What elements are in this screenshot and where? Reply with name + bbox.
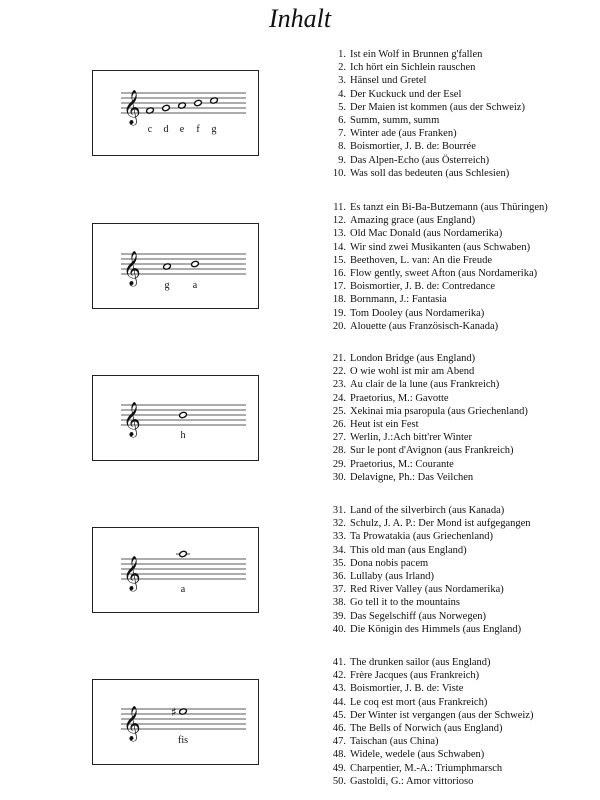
song-list [323,352,593,484]
sharp-icon: ♯ [171,705,177,719]
treble-clef-icon: 𝄞 [123,706,141,741]
notation-box [92,223,259,309]
list-item: 37. Red River Valley (aus Nordamerika) [332,584,504,596]
note-label: fis [178,735,188,746]
list-item: 32. Schulz, J. A. P.: Der Mond ist aufgegangen [332,518,531,530]
song-list [323,48,593,180]
list-item: 2. Ich hört ein Sichlein rauschen [338,62,476,74]
list-item: 18. Bornmann, J.: Fantasia [332,294,447,306]
treble-clef-icon: 𝄞 [123,251,141,286]
list-item: 33. Ta Prowatakia (aus Griechenland) [332,531,493,543]
list-item: 23. Au clair de la lune (aus Frankreich) [332,379,500,391]
list-item: 25. Xekinai mia psaropula (aus Griechenland) [332,405,528,417]
staff-notation [93,376,258,460]
notation-box [92,679,259,765]
list-item: 31. Land of the silverbirch (aus Kanada) [332,505,505,516]
section-2 [0,195,600,332]
song-list [323,656,593,788]
notation-box [92,70,259,156]
note-label: d [163,124,169,135]
list-item: 36. Lullaby (aus Irland) [332,570,434,582]
list-item: 34. This old man (aus England) [332,544,467,556]
list-item: 19. Tom Dooley (aus Nordamerika) [332,307,485,319]
notation-box [92,527,259,613]
treble-clef-icon: 𝄞 [123,556,141,591]
section-1 [0,42,600,179]
list-item: 29. Praetorius, M.: Courante [332,458,454,470]
note-a [179,550,187,557]
page-title: Inhalt [268,4,332,33]
list-item: 4. Der Kuckuck und der Esel [338,88,462,100]
note-label: a [180,584,186,595]
list-item: 5. Der Maien ist kommen (aus der Schweiz) [338,101,525,113]
list-item: 3. Hänsel und Gretel [338,75,427,87]
list-item: 6. Summ, summ, summ [338,114,440,126]
treble-clef-icon: 𝄞 [123,402,141,437]
list-item: 35. Dona nobis pacem [332,557,429,569]
list-item: 46. The Bells of Norwich (aus England) [332,722,503,734]
list-item: 15. Beethoven, L. van: An die Freude [332,254,493,266]
list-item: 20. Alouette (aus Französisch-Kanada) [332,320,499,332]
list-item: 12. Amazing grace (aus England) [332,215,476,227]
song-list [323,504,593,636]
list-item: 27. Werlin, J.:Ach bitt'rer Winter [332,432,473,444]
song-list [323,201,593,333]
note-label: h [180,430,186,441]
list-item: 8. Boismortier, J. B. de: Bourrée [338,141,476,153]
list-item: 7. Winter ade (aus Franken) [338,128,457,140]
section-5 [0,651,600,787]
list-item: 41. The drunken sailor (aus England) [332,657,491,668]
list-item: 48. Widele, wedele (aus Schwaben) [332,749,485,761]
note-f [194,99,202,106]
list-item: 26. Heut ist ein Fest [332,418,419,430]
list-item: 10. Was soll das bedeuten (aus Schlesien) [332,167,510,179]
note-d [162,104,170,111]
list-item: 44. Le coq est mort (aus Frankreich) [332,696,488,708]
section-3 [0,347,600,483]
note-label: e [179,124,185,135]
list-item: 9. Das Alpen-Echo (aus Österreich) [338,154,490,166]
note-label: c [147,124,153,135]
staff-notation [93,224,258,308]
list-item: 39. Das Segelschiff (aus Norwegen) [332,610,486,622]
note-a [191,260,199,267]
note-label: a [192,280,198,291]
list-item: 11. Es tanzt ein Bi-Ba-Butzemann (aus Thüringen) [333,202,548,213]
list-item: 17. Boismortier, J. B. de: Contredance [332,281,496,293]
list-item: 1. Ist ein Wolf in Brunnen g'fallen [338,49,483,60]
list-item: 28. Sur le pont d'Avignon (aus Frankreich) [332,445,514,457]
notation-box [92,375,259,461]
list-item: 49. Charpentier, M.-A.: Triumphmarsch [332,762,503,774]
list-item: 40. Die Königin des Himmels (aus England) [332,623,522,635]
list-item: 14. Wir sind zwei Musikanten (aus Schwaben) [332,241,531,253]
list-item: 47. Taischan (aus China) [332,736,439,748]
section-4 [0,499,600,635]
list-item: 22. O wie wohl ist mir am Abend [332,366,475,378]
staff-notation [93,71,258,155]
treble-clef-icon: 𝄞 [123,90,141,125]
list-item: 16. Flow gently, sweet Afton (aus Nordamerika) [332,267,538,279]
note-label: g [164,280,170,291]
list-item: 50. Gastoldi, G.: Amor vittorioso [332,775,474,787]
note-h [179,411,187,418]
staff-notation [93,680,258,764]
list-item: 21. London Bridge (aus England) [332,353,476,364]
list-item: 42. Frère Jacques (aus Frankreich) [332,670,480,682]
list-item: 43. Boismortier, J. B. de: Viste [332,683,464,695]
note-label: f [196,124,200,135]
list-item: 38. Go tell it to the mountains [332,597,460,609]
list-item: 45. Der Winter ist vergangen (aus der Schweiz) [332,709,534,721]
list-item: 30. Delavigne, Ph.: Das Veilchen [332,471,474,483]
staff-notation [93,528,258,612]
list-item: 24. Praetorius, M.: Gavotte [332,392,449,404]
note-label: g [211,124,217,135]
list-item: 13. Old Mac Donald (aus Nordamerika) [332,228,503,240]
